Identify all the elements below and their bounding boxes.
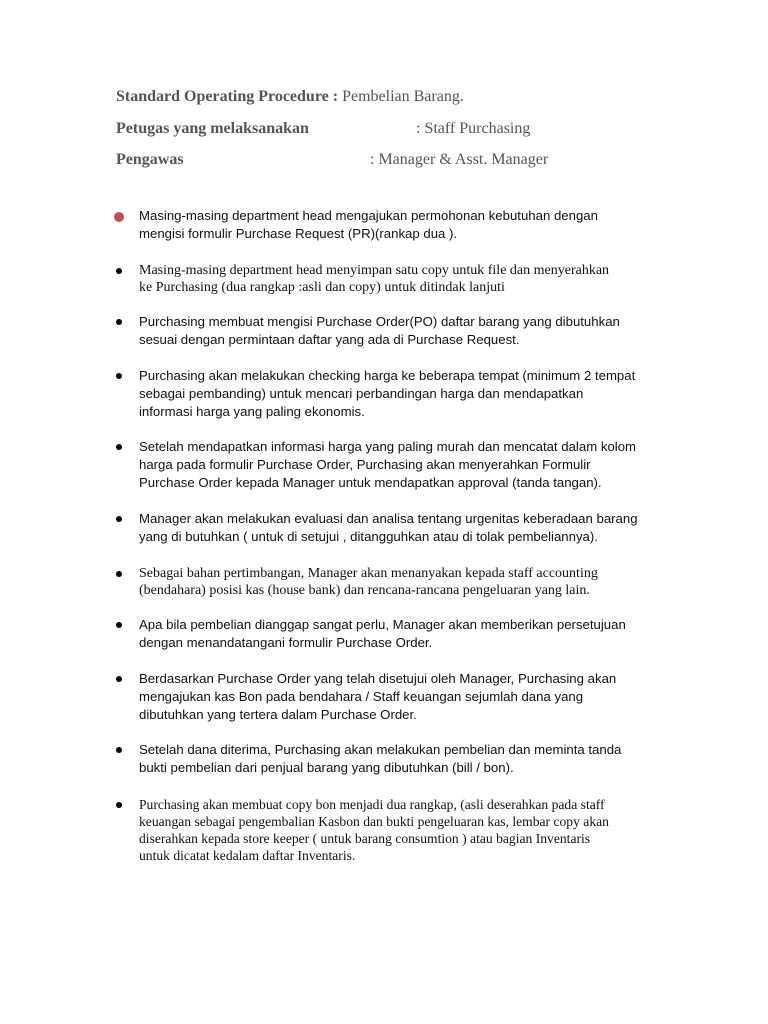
- text-line: Setelah dana diterima, Purchasing akan melakukan pembelian dan meminta tanda: [139, 742, 622, 757]
- text-line: sesuai dengan permintaan daftar yang ada di Purchase Request.: [139, 332, 520, 347]
- text-line: bukti pembelian dari penjual barang yang dibutuhkan (bill / bon).: [139, 760, 514, 775]
- sop-header-line: [116, 88, 464, 106]
- bullet-dot-icon: [116, 802, 122, 808]
- text-line: informasi harga yang paling ekonomis.: [139, 404, 365, 419]
- list-item-text: [139, 741, 684, 777]
- petugas-header-line: [116, 120, 531, 138]
- list-item-text: [139, 313, 684, 349]
- pengawas-header-line: [116, 151, 549, 169]
- text-line: Masing-masing department head menyimpan satu copy untuk file dan menyerahkan: [139, 263, 610, 278]
- text-line: Purchasing membuat mengisi Purchase Order(PO) daftar barang yang dibutuhkan: [139, 314, 620, 329]
- text-line: mengisi formulir Purchase Request (PR)(rankap dua ).: [139, 226, 458, 241]
- text-line: (bendahara) posisi kas (house bank) dan rencana-rancana pengeluaran yang lain.: [139, 583, 590, 598]
- text-line: dengan menandatangani formulir Purchase Order.: [139, 635, 433, 650]
- text-line: diserahkan kepada store keeper ( untuk barang consumtion ) atau bagian Inventaris: [139, 831, 591, 846]
- sop-value: Pembelian Barang.: [342, 88, 464, 105]
- list-item-text: [139, 616, 684, 652]
- bullet-dot-icon: [116, 268, 122, 274]
- bullet-dot-icon: [116, 319, 122, 325]
- text-line: ke Purchasing (dua rangkap :asli dan copy) untuk ditindak lanjuti: [139, 280, 505, 295]
- sop-label: Standard Operating Procedure :: [116, 88, 339, 105]
- list-item-text: [139, 207, 684, 243]
- text-line: sebagai pembanding) untuk mencari perbandingan harga dan mendapatkan: [139, 386, 584, 401]
- text-line: Purchasing akan membuat copy bon menjadi dua rangkap, (asli deserahkan pada staff: [139, 797, 605, 812]
- bullet-dot-icon: [116, 444, 122, 450]
- text-line: Berdasarkan Purchase Order yang telah disetujui oleh Manager, Purchasing akan: [139, 671, 617, 686]
- list-item-text: [139, 565, 684, 599]
- text-line: untuk dicatat kedalam daftar Inventaris.: [139, 848, 356, 863]
- text-line: Manager akan melakukan evaluasi dan analisa tentang urgenitas keberadaan barang: [139, 511, 638, 526]
- text-line: mengajukan kas Bon pada bendahara / Staff keuangan sejumlah dana yang: [139, 689, 584, 704]
- bullet-dot-icon: [116, 516, 122, 522]
- bullet-dot-icon: [116, 571, 122, 577]
- list-item-text: [139, 262, 684, 296]
- text-line: Setelah mendapatkan informasi harga yang paling murah dan mencatat dalam kolom: [139, 439, 637, 454]
- text-line: Purchase Order kepada Manager untuk mendapatkan approval (tanda tangan).: [139, 475, 602, 490]
- text-line: Apa bila pembelian dianggap sangat perlu, Manager akan memberikan persetujuan: [139, 617, 626, 632]
- text-line: dibutuhkan yang tertera dalam Purchase Order.: [139, 707, 417, 722]
- text-line: Purchasing akan melakukan checking harga ke beberapa tempat (minimum 2 tempat: [139, 368, 636, 383]
- petugas-label: Petugas yang melaksanakan: [116, 120, 309, 137]
- bullet-dot-icon: [116, 622, 122, 628]
- bullet-dot-icon: [116, 676, 122, 682]
- pengawas-label: Pengawas: [116, 151, 184, 168]
- petugas-value: : Staff Purchasing: [416, 120, 531, 137]
- bullet-dot-icon: [114, 212, 124, 222]
- text-line: Sebagai bahan pertimbangan, Manager akan menanyakan kepada staff accounting: [139, 566, 598, 581]
- list-item-text: [139, 670, 684, 724]
- list-item-text: [139, 367, 684, 421]
- list-item-text: [139, 438, 684, 492]
- text-line: Masing-masing department head mengajukan permohonan kebutuhan dengan: [139, 208, 598, 223]
- text-line: harga pada formulir Purchase Order, Purchasing akan menyerahkan Formulir: [139, 457, 591, 472]
- text-line: keuangan sebagai pengembalian Kasbon dan bukti pengeluaran kas, lembar copy akan: [139, 814, 609, 829]
- text-line: yang di butuhkan ( untuk di setujui , ditangguhkan atau di tolak pembeliannya).: [139, 529, 598, 544]
- pengawas-value: : Manager & Asst. Manager: [370, 151, 549, 168]
- bullet-dot-icon: [116, 747, 122, 753]
- bullet-dot-icon: [116, 373, 122, 379]
- list-item-text: [139, 796, 684, 864]
- list-item-text: [139, 510, 684, 546]
